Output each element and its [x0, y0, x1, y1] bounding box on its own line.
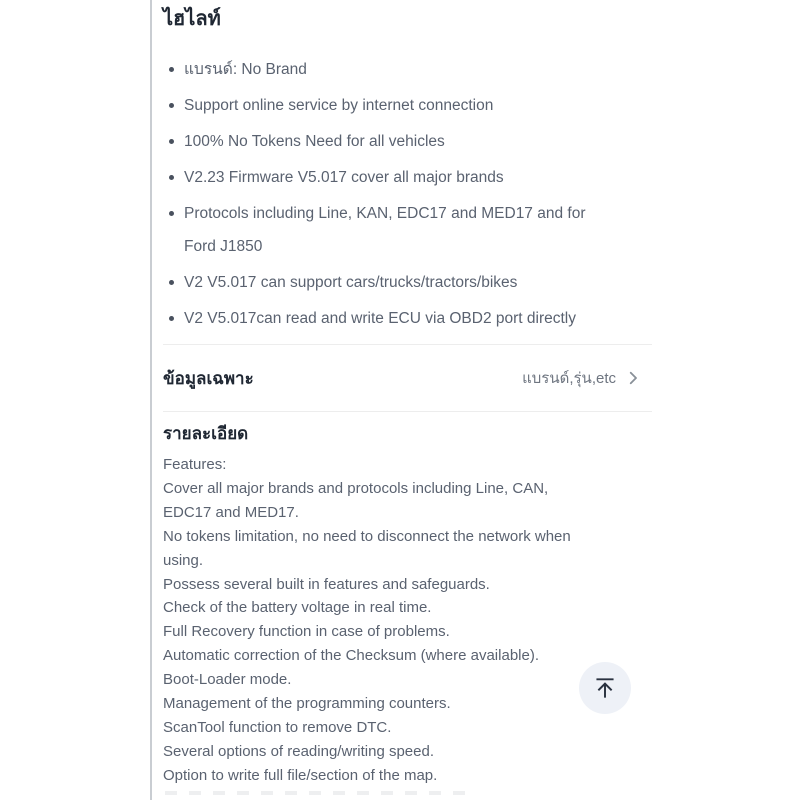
highlight-item-text: V2 V5.017 can support cars/trucks/tractors/bikes	[184, 274, 518, 291]
details-line: Full Recovery function in case of problems.	[163, 623, 450, 641]
highlight-item	[152, 167, 658, 188]
highlight-item-text: แบรนด์: No Brand	[184, 61, 307, 78]
highlight-item-text: Support online service by internet connection	[184, 97, 494, 114]
highlight-item	[152, 203, 658, 224]
bullet-icon	[169, 280, 174, 285]
divider	[163, 411, 652, 412]
highlight-item	[152, 308, 658, 329]
highlight-item-text: V2.23 Firmware V5.017 cover all major brands	[184, 169, 504, 186]
details-line: Option to write full file/section of the map.	[163, 766, 438, 784]
highlights-title: ไฮไลท์	[163, 8, 221, 30]
scroll-to-top-button[interactable]	[579, 662, 631, 714]
details-line: using.	[163, 551, 204, 569]
bullet-icon	[169, 139, 174, 144]
details-line: Cover all major brands and protocols including Line, CAN,	[163, 479, 549, 497]
bullet-icon	[169, 175, 174, 180]
highlight-item-text: Ford J1850	[184, 238, 263, 255]
highlight-item	[152, 131, 658, 152]
highlight-item-text: V2 V5.017can read and write ECU via OBD2 port directly	[184, 310, 576, 327]
bullet-icon	[169, 103, 174, 108]
specifications-hint: แบรนด์,รุ่น,etc	[522, 370, 616, 387]
details-line: Check of the battery voltage in real time.	[163, 599, 432, 617]
highlight-item	[152, 272, 658, 293]
bullet-icon	[169, 211, 174, 216]
specifications-title: ข้อมูลเฉพาะ	[163, 368, 254, 388]
details-line: Automatic correction of the Checksum (where available).	[163, 647, 539, 665]
details-line: ScanTool function to remove DTC.	[163, 718, 392, 736]
specifications-row[interactable]	[152, 345, 658, 411]
highlight-item	[152, 59, 658, 80]
highlight-item-text: Protocols including Line, KAN, EDC17 and MED17 and for	[184, 205, 586, 222]
highlight-item-text: 100% No Tokens Need for all vehicles	[184, 133, 445, 150]
details-line: Features:	[163, 456, 227, 473]
details-text	[152, 453, 658, 795]
highlights-list	[152, 59, 658, 329]
details-line: Boot-Loader mode.	[163, 671, 292, 689]
bullet-icon	[169, 67, 174, 72]
highlight-item-continuation	[152, 236, 658, 257]
details-line: EDC17 and MED17.	[163, 503, 299, 521]
details-line: Several options of reading/writing speed.	[163, 742, 434, 760]
specifications-hint-group	[522, 366, 642, 390]
chevron-right-icon	[624, 369, 642, 387]
details-line: Possess several built in features and safeguards.	[163, 575, 490, 593]
clipped-next-text-line	[165, 791, 465, 795]
arrow-up-to-line-icon	[592, 675, 618, 701]
details-line: No tokens limitation, no need to disconnect the network when	[163, 527, 571, 545]
highlight-item	[152, 95, 658, 116]
details-line: Management of the programming counters.	[163, 695, 451, 713]
bullet-icon	[169, 316, 174, 321]
details-title: รายละเอียด	[163, 424, 249, 443]
